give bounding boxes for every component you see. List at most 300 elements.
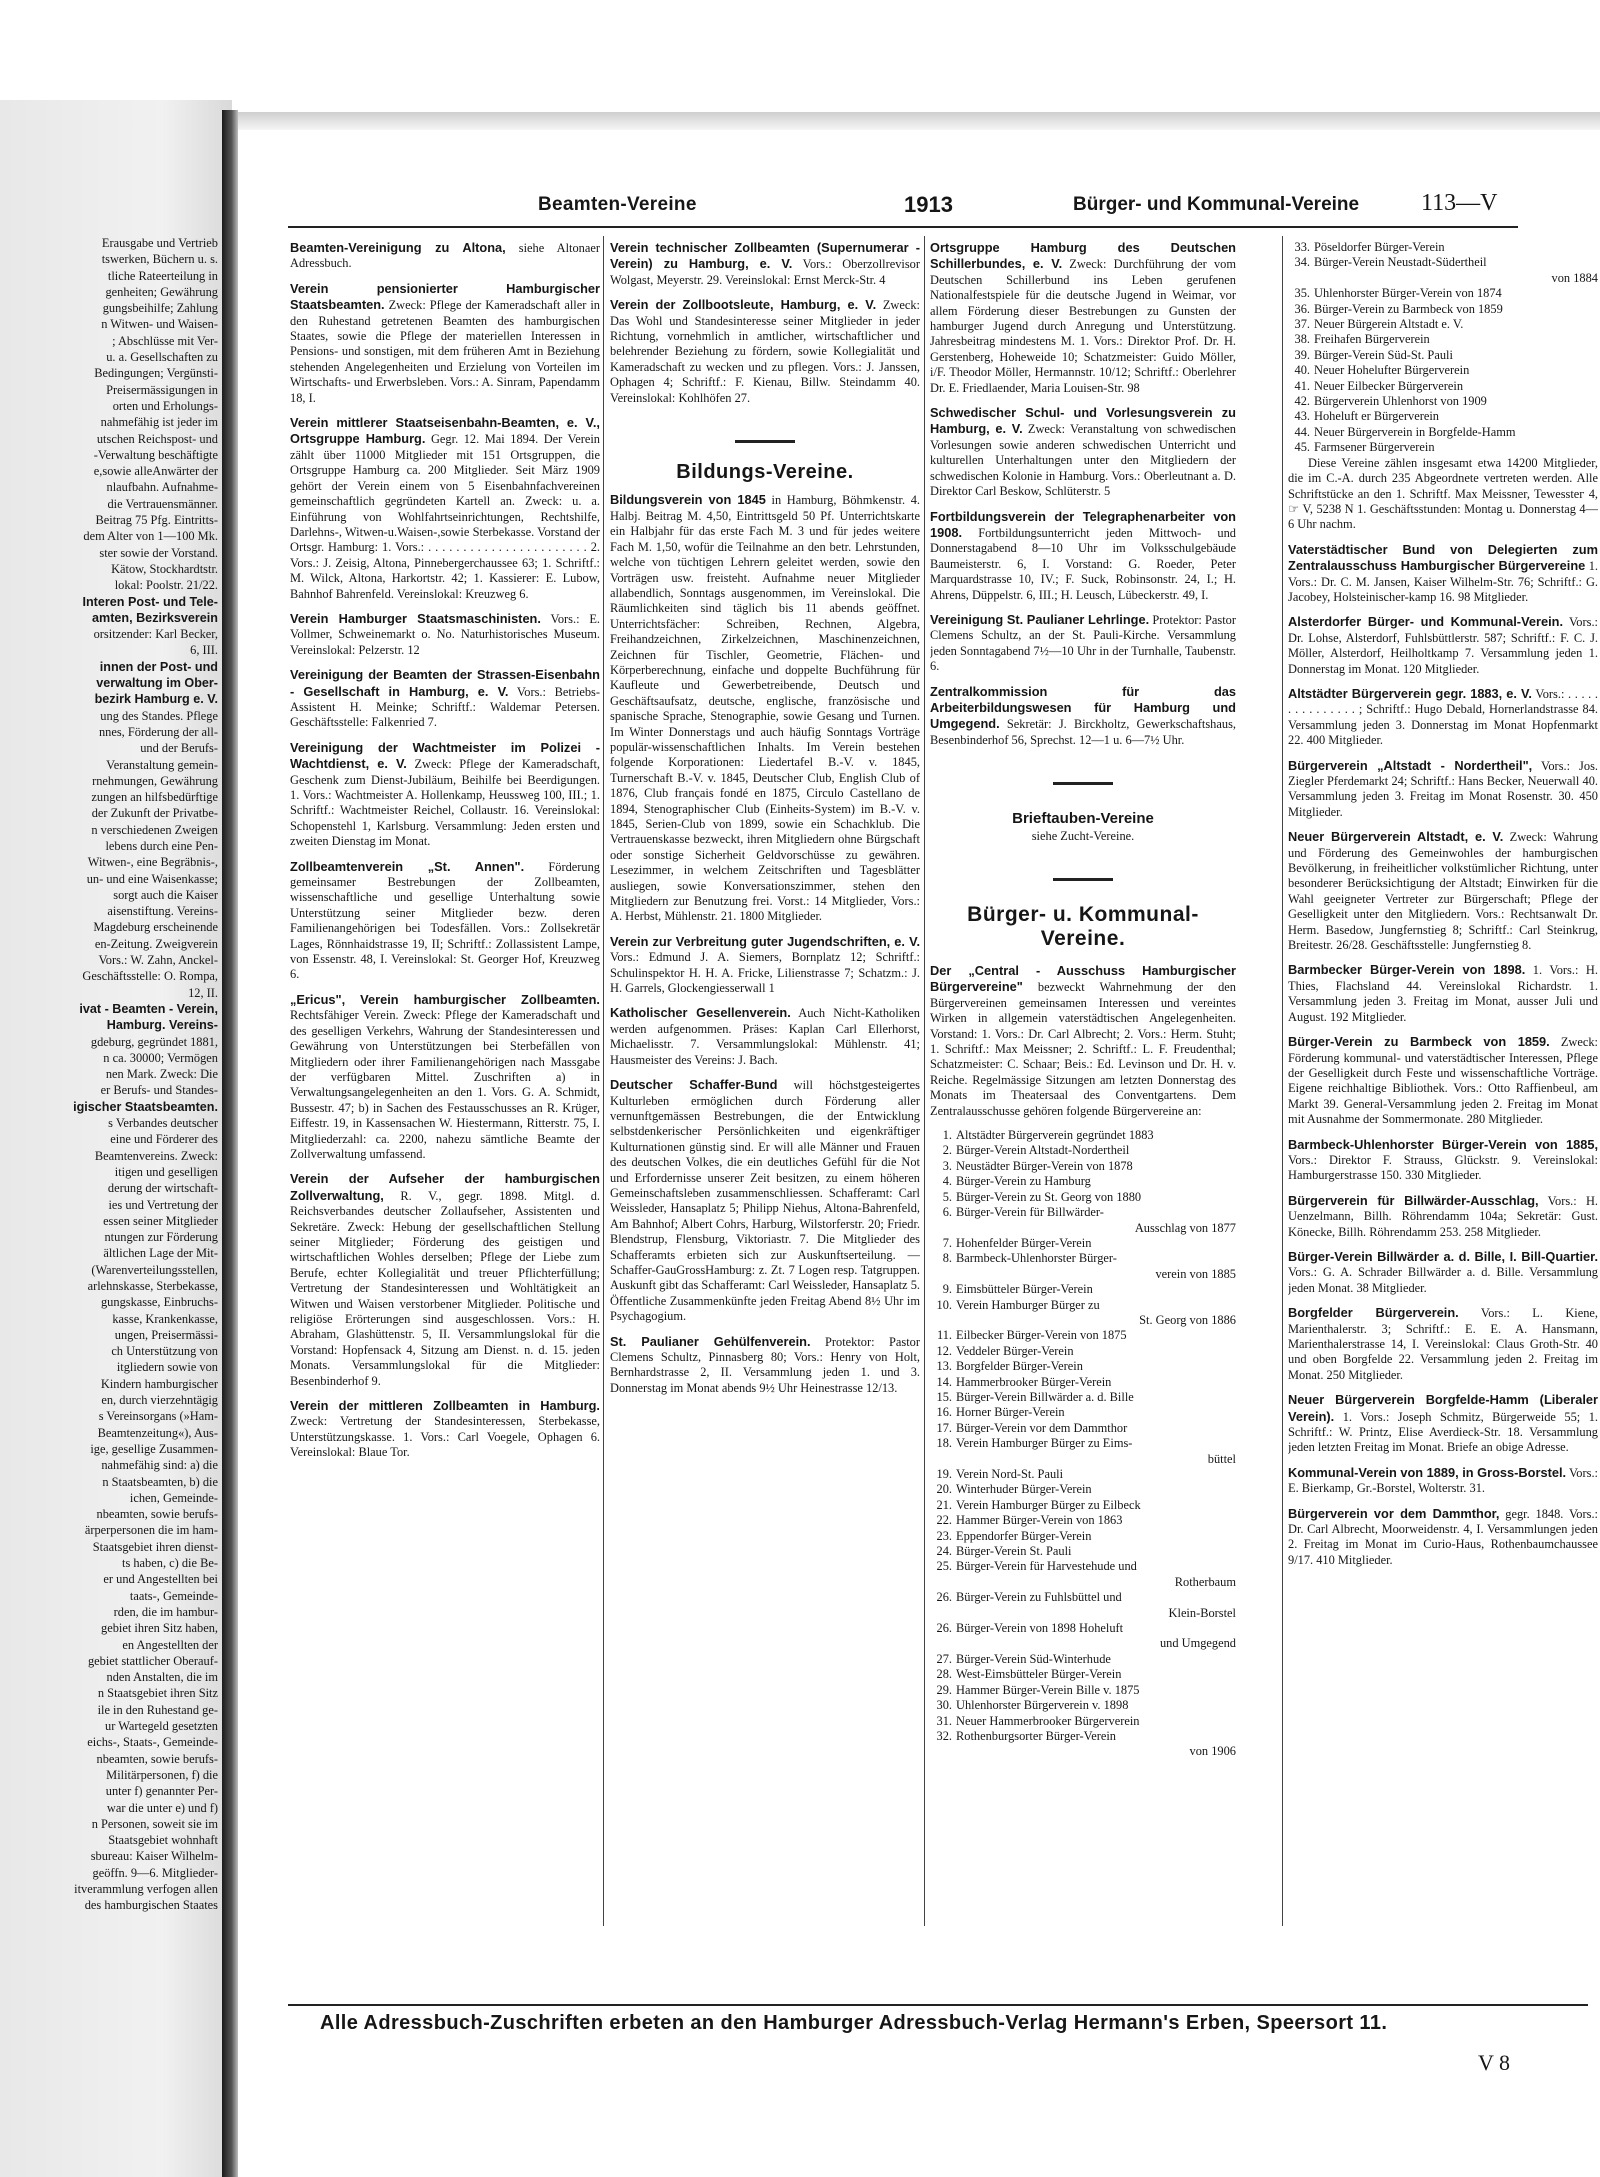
list-item-label: Bürger-Verein Billwärder a. d. Bille [956, 1389, 1134, 1404]
list-item [930, 1390, 1236, 1405]
facing-page-line: die Vertrauensmänner. [107, 496, 218, 511]
facing-page-line: ur Wartegeld gesetzten [105, 1719, 218, 1734]
brieftauben-note: siehe Zucht-Vereine. [1031, 828, 1135, 843]
list-item-number: 34. [1294, 255, 1310, 270]
entry-name: Neuer Bürgerverein Borgfelde-Hamm (Liberaler Verein). [1288, 1392, 1598, 1424]
facing-page-line: itgliedern sowie von [116, 1360, 218, 1375]
list-item-number: 35. [1294, 286, 1310, 301]
facing-page-line: Preisermässigungen in [106, 382, 218, 397]
facing-page-line: nbeamten, sowie berufs- [96, 1751, 218, 1766]
list-item [1288, 286, 1598, 301]
facing-page-line: 6, III. [190, 643, 218, 658]
facing-page-line: gdeburg, gegründet 1881, [90, 1034, 218, 1049]
folio: V 8 [1478, 2050, 1510, 2075]
list-item [1288, 240, 1598, 255]
facing-page-line: n Staatsgebiet ihren Sitz [97, 1686, 218, 1701]
list-item-number: 31. [936, 1713, 952, 1728]
entry-text: gegr. 1848. Vors.: Dr. Carl Albrecht, Moorweidenstr. 4, I. Versammlungen jeden 2. Freitag im Monat im Curio-Haus, Rothenbaumchaussee 9/17. 410 Mitglieder. [1288, 1506, 1598, 1567]
list-item-number: 9. [942, 1282, 952, 1297]
facing-page-line: Kindern hamburgischer [100, 1376, 218, 1391]
list-item-label: Eilbecker Bürger-Verein von 1875 [956, 1328, 1127, 1343]
list-item-label: Farmsener Bürgerverein [1314, 440, 1435, 455]
facing-page-line: ungen, Preisermässi- [114, 1327, 218, 1342]
entry-text: Vors.: Oberzollrevisor Wolgast, Meyerstr. 29. Vereinslokal: Ernst Merck-Str. 4 [610, 257, 920, 287]
column-1 [290, 240, 600, 1900]
list-item [930, 1313, 1236, 1328]
column-3 [930, 240, 1236, 1900]
list-item-label: Hammer Bürger-Verein Bille v. 1875 [956, 1682, 1140, 1697]
list-item-label: Neuer Bürgerein Altstadt e. V. [1314, 317, 1464, 332]
facing-page-line: derung der wirtschaft- [107, 1181, 218, 1196]
association-entry [290, 611, 600, 658]
list-item-label: büttel [1207, 1451, 1236, 1466]
facing-page-line: lebens durch eine Pen- [105, 838, 218, 853]
entry-name: Verein technischer Zollbeamten (Supernumerar - Verein) zu Hamburg, e. V. [610, 240, 920, 272]
list-item-number: 30. [936, 1698, 952, 1713]
facing-page-line: Beitrag 75 Pfg. Eintritts- [95, 513, 218, 528]
facing-page-line: ige, gesellige Zusammen- [90, 1441, 218, 1456]
list-item-label: Eimsbütteler Bürger-Verein [956, 1282, 1093, 1297]
list-item-number: 17. [936, 1420, 952, 1435]
list-item [1288, 271, 1598, 286]
entry-text: Fortbildungsunterricht jeden Mittwoch- und Donnerstagabend 8—10 Uhr im Volksschulgebäude Baumeisterstr. 6, I. Vorstand: G. Roeder, Peter Marquardstrasse 10, IV.; F. Suck, Robinsonstr. 24, I.; H. Ahrens, Düppelstr. 6, III.; H. Leusch, Lübeckerstr. 49, I. [930, 525, 1236, 602]
association-entry [1288, 1249, 1598, 1296]
facing-page-line: nahmefähig ist jeder im [100, 415, 218, 430]
list-item-label: West-Eimsbütteler Bürger-Verein [956, 1667, 1122, 1682]
entry-text: Vors.: Edmund J. A. Siemers, Bornplatz 12; Schriftf.: Schulinspektor H. H. A. Fricke, Lilienstrasse 7; Schatzm.: J. H. Garrels, Glockengiesserwall 1 [610, 950, 920, 996]
facing-page-line: nden Anstalten, die im [106, 1670, 218, 1685]
facing-page-text [0, 235, 218, 2135]
entry-text: bezweckt Wahrnehmung der den Bürgervereinen gemeinsamen Interessen und vereintes Wirken in allgemein vaterstädtischen Angelegenheiten. Vorstand: 1. Vors.: Dr. Carl Albrecht; 2. Vors.: Herm. Stuht; 1. Schriftf.: Max Meissner; 2. Schriftf.: L. F. Freudenthal; Schatzmeister: C. Schaar; Beis.: Ed. Levinson und Dr. H. v. Reiche. Regelmässige Sitzungen am letzten Donnerstag des Monats im Theatersaal des Conventgartens. Dem Zentralausschusse gehören folgende Bürgervereine an: [930, 980, 1236, 1118]
list-item-number: 5. [942, 1189, 952, 1204]
list-item-label: Borgfelder Bürger-Verein [956, 1359, 1083, 1374]
entry-name: „Ericus", Verein hamburgischer Zollbeamten. [290, 991, 600, 1007]
facing-page-line: un- und eine Waisenkasse; [86, 871, 218, 886]
entry-name: Bildungsverein von 1845 [610, 492, 766, 508]
list-item-number: 43. [1294, 409, 1310, 424]
entry-name: Beamten-Vereinigung zu Altona, [290, 240, 506, 255]
list-item [930, 1729, 1236, 1744]
facing-page-line: gungsbeihilfe; Zahlung [102, 301, 218, 316]
facing-page-line: -Verwaltung beschäftigte [93, 447, 218, 462]
entry-name: Bürgerverein für Billwärder-Ausschlag, [1288, 1192, 1539, 1208]
facing-page-line: er Berufs- und Standes- [100, 1083, 218, 1098]
association-entry [610, 240, 920, 288]
section-title-bildungs-vereine: Bildungs-Vereine. [676, 461, 854, 484]
section-title-line-1: Bürger- u. Kommunal- [967, 903, 1199, 926]
list-item [930, 1498, 1236, 1513]
list-item [930, 1174, 1236, 1189]
footer-rule [288, 2004, 1588, 2006]
entry-name: Der „Central - Ausschuss Hamburgischer Bürgervereine" [930, 963, 1236, 995]
list-item-label: Horner Bürger-Verein [956, 1405, 1065, 1420]
list-item-label: Pöseldorfer Bürger-Verein [1314, 240, 1445, 254]
entry-name: Verein der Aufseher der hamburgischen Zollverwaltung, [290, 1171, 600, 1203]
entry-name: Ortsgruppe Hamburg des Deutschen Schillerbundes, e. V. [930, 240, 1236, 272]
header-right: Bürger- und Kommunal-Vereine [1073, 194, 1360, 215]
facing-page-line: nlaufbahn. Aufnahme- [106, 480, 218, 495]
header-rule [288, 226, 1518, 228]
list-item-label: Bürgerverein Uhlenhorst von 1909 [1314, 394, 1487, 409]
list-item-label: Neuer Eilbecker Bürgerverein [1314, 378, 1464, 393]
facing-page-line: ; Abschlüsse mit Ver- [112, 333, 218, 348]
list-item [1288, 409, 1598, 424]
association-entry [290, 859, 600, 983]
entry-name: Verein der mittleren Zollbeamten in Hamburg. [290, 1398, 600, 1414]
entry-text: 1. Vors.: Joseph Schmitz, Bürgerweide 55; 1. Schriftf.: W. Printz, Elise Averdieck-Str. 18. Versammlung jeden letzten Freitag im Monat. Briefe an obige Adresse. [1288, 1409, 1598, 1455]
section-separator [1053, 782, 1113, 785]
entry-text: Zweck: Wahrung und Förderung des Gemeinwohles der hamburgischen Bevölkerung, in freiheitlicher volkstümlicher Richtung, unter besonderer Berücksichtigung der Altstadt; Einwirken für die Wahl geeigneter Vertreter zur Bürgerschaft; Pflege der Geselligkeit unter den Mitgliedern. Vors.: Rechtsanwalt Dr. Herm. Basedow, Jungfernstieg 8; Schriftf.: Carl Steinkrug, Breitestr. 26/28. Geschäftsstelle: Jungfernstieg 8. [1288, 830, 1598, 953]
association-entry [1288, 1392, 1598, 1456]
list-item-label: Uhlenhorster Bürgerverein v. 1898 [956, 1698, 1129, 1713]
entry-text: Zweck: Veranstaltung von schwedischen Vorlesungen sowie anderen schwedischen Unterricht und kulturellen Unterhaltungen unter den Mitgliedern der schwedischen Kolonie in Hamburg. Vors.: Oberleutnant a. D. Direktor Carl Beskow, Schlüterstr. 5 [930, 422, 1236, 499]
list-item [930, 1559, 1236, 1574]
list-item [930, 1405, 1236, 1420]
list-item-number: 26. [936, 1621, 952, 1636]
list-item [930, 1421, 1236, 1436]
list-item-number: 24. [936, 1544, 952, 1559]
list-item [1288, 425, 1598, 440]
list-item-number: 6. [942, 1205, 952, 1220]
entry-text: Gegr. 12. Mai 1894. Der Verein zählt über 11000 Mitglieder mit 151 Ortsgruppen, die Ortsgruppe Hamburg ca. 200 Mitglieder. Seit März 1909 gehört der Verein einem von 5 Eisenbahnfachvereinen gemeinschaftlich gegründeten Kartell an. Zweck: u. a. Einführung von Wohlfahrtseinrichtungen, Rechtshilfe, Darlehns-, Witwen-u.Waisen-,sowie Sterbekasse. Vorstand der Ortsgr. Hamburg: 1. Vors.: . . . . . . . . . . . . . . . . . . . . . . . 2. Vors.: J. Zeisig, Altona, Pinnebergerchaussee 63; 1. Schriftf.: M. Wilck, Altona, Harkortstr. 42; 1. Kassierer: E. Lubow, Bahnhof Bahrenfeld. Vereinslokal: Kreuzweg 6. [290, 432, 600, 601]
list-item [1288, 255, 1598, 270]
facing-page-line: itigen und geselligen [114, 1164, 218, 1179]
list-item [930, 1328, 1236, 1343]
list-item-label: Bürger-Verein Süd-Winterhude [956, 1651, 1111, 1666]
facing-page-line: war die unter e) und f) [106, 1800, 218, 1815]
list-item-label: Bürger-Verein für Harvestehude und [956, 1559, 1137, 1574]
facing-page-line: aisenstiftung. Vereins- [107, 904, 218, 919]
column-4 [1288, 240, 1598, 1900]
facing-page-line: nen Mark. Zweck: Die [105, 1067, 218, 1082]
facing-page-line: ies und Vertretung der [108, 1197, 218, 1212]
facing-page-line: nahmefähig sind: a) die [101, 1458, 218, 1473]
association-entry [1288, 686, 1598, 749]
section-separator [735, 440, 795, 443]
facing-page-line: nnes, Förderung der all- [98, 724, 218, 739]
list-item [1288, 379, 1598, 394]
facing-page-line: gebiet stattlicher Oberauf- [87, 1653, 218, 1668]
association-entry [290, 415, 600, 602]
list-item-number: 37. [1294, 317, 1310, 332]
facing-page-line: genheiten; Gewährung [105, 284, 218, 299]
list-item [1288, 394, 1598, 409]
entry-name: Bürgerverein vor dem Dammthor, [1288, 1505, 1500, 1521]
list-item [930, 1590, 1236, 1605]
list-item-label: Neuer Hammerbrooker Bürgerverein [956, 1713, 1140, 1728]
facing-page-line: Kätow, Stockhardtstr. [111, 561, 218, 576]
entry-name: Schwedischer Schul- und Vorlesungsverein zu Hamburg, e. V. [930, 405, 1236, 437]
association-entry [1288, 829, 1598, 953]
facing-page-line: Bedingungen; Vergünsti- [94, 366, 218, 381]
list-item [930, 1359, 1236, 1374]
facing-page-line: ärperpersonen die im ham- [84, 1523, 218, 1538]
list-item-number: 21. [936, 1497, 952, 1512]
list-item-label: von 1906 [1189, 1744, 1236, 1759]
facing-page-line: gungskasse, Einbruchs- [100, 1295, 218, 1310]
list-item-label: Veddeler Bürger-Verein [956, 1343, 1074, 1358]
list-item-number: 29. [936, 1682, 952, 1697]
section-separator [1053, 878, 1113, 881]
facing-page-line: eine und Förderer des [110, 1132, 218, 1147]
header-year: 1913 [904, 192, 953, 217]
facing-page-line: Staatsgebiet ihren dienst- [92, 1539, 218, 1554]
entry-name: Verein zur Verbreitung guter Jugendschriften, e. V. [610, 933, 920, 949]
list-item-label: Neuer Hohelufter Bürgerverein [1314, 363, 1470, 378]
list-item-number: 16. [936, 1405, 952, 1420]
list-item-number: 32. [936, 1728, 952, 1743]
list-item-label: Hoheluft er Bürgerverein [1314, 409, 1440, 424]
facing-page-line: tliche Rateerteilung in [107, 268, 218, 283]
facing-page-line: Staatsgebiet wohnhaft [108, 1833, 218, 1848]
section-title-brieftauben: Brieftauben-Vereine [1012, 810, 1154, 828]
list-item-label: Klein-Borstel [1168, 1605, 1236, 1620]
association-entry [1288, 614, 1598, 677]
facing-page-line: essen seiner Mitglieder [103, 1213, 218, 1228]
facing-page-line: ung des Standes. Pflege [100, 708, 218, 723]
facing-page-line: dem Alter von 1—100 Mk. [83, 529, 218, 544]
list-item-number: 15. [936, 1389, 952, 1404]
facing-page-line: s Vereinsorgans (»Ham- [98, 1409, 218, 1424]
list-item-label: Hohenfelder Bürger-Verein [956, 1235, 1092, 1250]
facing-page-line: e,sowie alleAnwärter der [93, 464, 218, 479]
entry-name: Vereinigung St. Paulianer Lehrlinge. [930, 611, 1150, 627]
list-item [930, 1375, 1236, 1390]
association-entry [930, 240, 1236, 396]
list-item [930, 1190, 1236, 1205]
list-item-number: 38. [1294, 332, 1310, 347]
entry-name: St. Paulianer Gehülfenverein. [610, 1333, 811, 1349]
list-item [930, 1652, 1236, 1667]
entry-text: Vors.: E. Bierkamp, Gr.-Borstel, Wolterstr. 31. [1288, 1465, 1598, 1496]
central-ausschuss-entry [930, 963, 1236, 1119]
entry-name: Kommunal-Verein von 1889, in Gross-Borstel. [1288, 1464, 1567, 1480]
list-item-number: 3. [942, 1158, 952, 1173]
entry-text: Vors.: Direktor F. Strauss, Glückstr. 9. Vereinslokal: Hamburgerstrasse 150. 330 Mitglieder. [1288, 1152, 1598, 1183]
list-item-number: 33. [1294, 240, 1310, 254]
list-item-label: Bürger-Verein zu Hamburg [956, 1174, 1091, 1189]
facing-page-line: Beamtenzeitung«), Aus- [97, 1425, 218, 1440]
entry-text: Protektor: Pastor Clemens Schultz, Pinnasberg 80; Vors.: Henry von Holt, Bernhardstrasse 2, II. Versammlung jeden 1. und 3. Donnerstag im Monat abends 9½ Uhr Heinestrasse 12/13. [610, 1334, 920, 1395]
entry-text: 1. Vors.: Dr. C. M. Jansen, Kaiser Wilhelm-Str. 76; Schriftf.: G. Jacobey, Holsteinischer-kamp 16. 98 Mitglieder. [1288, 559, 1598, 604]
list-item-number: 45. [1294, 440, 1310, 455]
entry-text: Zweck: Durchführung der vom Deutschen Schillerbund ins Leben gerufenen Nationalfestspiele für die deutsche Jugend in Weimar, vor allem Förderung dieser Bestrebungen zu Gunsten der hamburger Jugend durch Anregung und Unterstützung. Jahresbeitrag mindestens M. 1. Vors.: Direktor Prof. Dr. H. Gerstenberg, Hoheweide 10; Schatzmeister: Guido Möller, i/F. Theodor Möller, Hermannstr. 10/12; Schriftf.: Oberlehrer Dr. E. Friedlaender, Maria Louisen-Str. 98 [930, 257, 1236, 395]
list-item-number: 14. [936, 1374, 952, 1389]
facing-page-line: ster sowie der Vorstand. [99, 545, 218, 560]
entry-text: Sekretär: J. Birckholtz, Gewerkschaftshaus, Besenbinderhof 56, Sprechst. 12—1 u. 6—7½ Uhr. [930, 717, 1236, 747]
list-item-number: 12. [936, 1343, 952, 1358]
list-item [930, 1636, 1236, 1651]
list-note: Diese Vereine zählen insgesamt etwa 14200 Mitglieder, die im C.-A. durch 235 Abgeordnete vertreten werden. Alle Schriftstücke an den 1. Schriftf. Max Meissner, Tewesstег 4, ☞ V, 5238 N 1. Geschäftsstunden: Montag u. Donnerstag 4—6 Uhr nachm. [1288, 455, 1598, 532]
entry-text: siehe Altonaer Adressbuch. [290, 241, 600, 271]
association-entry [290, 240, 600, 272]
entry-name: Zollbeamtenverein „St. Annen". [290, 858, 525, 874]
association-entry [610, 1005, 920, 1068]
facing-page-line: Beamtenvereins. Zweck: [94, 1148, 218, 1163]
list-item-label: Hammer Bürger-Verein von 1863 [956, 1513, 1123, 1528]
list-item [1288, 440, 1598, 455]
list-item-label: Verein Hamburger Bürger zu Eims- [956, 1436, 1133, 1451]
list-item-number: 26. [936, 1590, 952, 1605]
list-item-label: und Umgegend [1159, 1636, 1236, 1651]
facing-page-line: ältlichen Lage der Mit- [103, 1246, 218, 1261]
facing-page-line: nbeamten, sowie berufs- [96, 1507, 218, 1522]
entry-text: 1. Vors.: H. Thies, Flachsland 44. Vereinslokal Richardstr. 1. Versammlung jeden 3. Freitag im Monat, ausser Juli und August. 192 Mitglieder. [1288, 963, 1598, 1024]
entry-text: Vors.: E. Vollmer, Schweinemarkt o. No. Naturhistorisches Museum. Vereinslokal: Pelzerstr. 12 [290, 611, 600, 657]
list-item-number: 36. [1294, 301, 1310, 316]
facing-page-line: bezirk Hamburg e. V. [94, 692, 218, 707]
member-association-list-cont [1288, 240, 1598, 456]
list-item [930, 1621, 1236, 1636]
facing-page-line: Geschäftsstelle: O. Rompa, [82, 969, 218, 984]
list-item [930, 1221, 1236, 1236]
entry-text: Vors.: Jos. Ziegler Pferdemarkt 24; Schriftf.: Hans Becker, Neuerwall 40. Versammlung jeden 3. Freitag im Monat Rosenstr. 30. 450 Mitglieder. [1288, 758, 1598, 819]
list-item-number: 7. [942, 1235, 952, 1250]
list-item-number: 2. [942, 1143, 952, 1158]
facing-page-line: geöffn. 9—6. Mitglieder- [92, 1865, 218, 1880]
list-item-label: Uhlenhorster Bürger-Verein von 1874 [1314, 286, 1502, 301]
list-item-label: Rothenburgsorter Bürger-Verein [956, 1728, 1116, 1743]
list-item-label: Eppendorfer Bürger-Verein [956, 1528, 1092, 1543]
list-item-number: 18. [936, 1436, 952, 1451]
list-item [930, 1467, 1236, 1482]
facing-page-line: ichen, Gemeinde- [129, 1490, 218, 1505]
column-divider [924, 236, 925, 1926]
list-item [930, 1344, 1236, 1359]
list-item-label: verein von 1885 [1155, 1266, 1236, 1281]
entry-name: Neuer Bürgerverein Altstadt, e. V. [1288, 829, 1504, 845]
list-item-number: 25. [936, 1559, 952, 1574]
association-entry [930, 612, 1236, 675]
association-entry [1288, 542, 1598, 606]
association-entry [290, 1171, 600, 1389]
list-item-number: 8. [942, 1251, 952, 1266]
association-entry [1288, 1193, 1598, 1240]
list-item [930, 1452, 1236, 1467]
list-item-number: 44. [1294, 424, 1310, 439]
facing-page-line: s Verbandes deutscher [108, 1116, 218, 1131]
list-item-label: Neuer Bürgerverein in Borgfelde-Hamm [1314, 424, 1516, 439]
entry-name: Bürger-Verein Billwärder a. d. Bille, I. Bill-Quartier. [1288, 1248, 1598, 1264]
entry-name: Verein der Zollbootsleute, Hamburg, e. V. [610, 297, 877, 313]
entry-text: will höchstgesteigertes Kulturleben ermöglichen durch Förderung aller vernunftgemässen Bestrebungen, die der Entwicklung selbstdenkerischer Persönlichkeiten und eigenkräftiger Kulturnationen günstig sind. Er will alle Männer und Frauen des deutschen Volkes, die ein deutliches Gefühl für die Not und Erfordernisse unserer Zeit besitzen, zu einem höheren Gemeinschaftsleben zusammenschliessen. Schafferamt: Carl Weissleder, Hansaplatz 5; Philipp Niehus, Altona-Bahrenfeld, Am Bahnhof; Albert Cohrs, Harburg, Wilstorferstr. 20; Friedr. Blendstrup, Flensburg, Viktoriastr. 7. Die Mitglieder des Schafferamts erbieten sich zur Auskunftserteilung. — Schaffer-GauGrossHamburg: z. Zt. 7 Logen resp. Tatgruppen. Auskunft gibt das Schafferamt: Carl Weissleder, Hansaplatz 5. Öffentliche Zusammenkünfte jeden Freitag Abend 8½ Uhr im Psychagogium. [610, 1078, 920, 1324]
list-item [930, 1714, 1236, 1729]
list-item [930, 1529, 1236, 1544]
list-item-label: Bürger-Verein zu St. Georg von 1880 [956, 1189, 1142, 1204]
list-item-label: Bürger-Verein Süd-St. Pauli [1314, 347, 1453, 362]
list-item-number: 11. [936, 1328, 952, 1343]
entry-name: Barmbecker Bürger-Verein von 1898. [1288, 962, 1526, 978]
facing-page-line: en-Zeitung. Zweigverein [94, 936, 218, 951]
header-left: Beamten-Vereine [538, 194, 697, 215]
facing-page-line: amten, Bezirksverein [92, 610, 218, 625]
association-entry [930, 684, 1236, 749]
entry-name: Katholischer Gesellenverein. [610, 1005, 791, 1021]
association-entry [1288, 1305, 1598, 1383]
list-item-label: St. Georg von 1886 [1139, 1312, 1236, 1327]
entry-name: Vaterstädtischer Bund von Delegierten zum Zentralausschuss Hamburgischer Bürgervereine [1288, 541, 1598, 574]
entry-text: Zweck: Vertretung der Standesinteressen, Sterbekasse, Unterstützungskasse. 1. Vors.: Carl Voegele, Ophagen 6. Vereinslokal: Blaue Tor. [290, 1414, 600, 1460]
list-item [1288, 348, 1598, 363]
facing-page-line: arlehnskasse, Sterbekasse, [87, 1279, 218, 1293]
facing-page-line: Erausgabe und Vertrieb [101, 236, 218, 250]
list-item [930, 1482, 1236, 1497]
entry-name: Fortbildungsverein der Telegraphenarbeiter von 1908. [930, 508, 1236, 540]
entry-text: Zweck: Förderung kommunal- und vaterstädtischer Interessen, Pflege der Geselligkeit durch Feste und wissenschaftliche Vorträge. Eigene reichhaltige Bibliothek. Vors.: Otto Raffienbeul, am Markt 39. General-Versammlung jeden 2. Freitag im Monat mit Ausnahme der Sommermonate. 280 Mitglieder. [1288, 1035, 1598, 1127]
entry-text: Zweck: Pflege der Kameradschaft, Geschenk zum Dienst-Jubiläum, Beihilfe bei Beerdigungen. 1. Vors.: Wachtmeister A. Hollenkamp, Heussweg 100, III.; 1. Schriftf.: Wachtmeister Reichel, Collaustr. 16. Vereinslokal: Schopenstehl 1, Karlsburg. Versammlung: Jeden ersten und zweiten Dienstag im Monat. [290, 757, 600, 849]
association-entry [290, 1398, 600, 1461]
entry-name: Zentralkommission für das Arbeiterbildungswesen für Hamburg und Umgegend. [930, 683, 1236, 732]
association-entry [610, 297, 920, 406]
column-divider [603, 236, 604, 1926]
list-item-label: Verein Hamburger Bürger zu Eilbeck [956, 1497, 1141, 1512]
entry-name: Borgfelder Bürgerverein. [1288, 1305, 1459, 1321]
facing-page-line: unter f) genannter Per- [105, 1784, 218, 1799]
facing-page-line: orten und Erholungs- [112, 398, 218, 413]
association-entry [610, 1334, 920, 1397]
list-item [930, 1667, 1236, 1682]
entry-text: Rechtsfähiger Verein. Zweck: Pflege der Kameradschaft und des geselligen Verkehrs, Wahrung der Standesinteressen und Gewährung von Unterstützungen bei Sterbefällen von Mitgliedern oder ihrer Familienangehörigen nach Massgabe der verfügbaren Mittel. Zuschriften a) in Verwaltungsangelegenheiten an den 1. Vors. G. A. Schmidt, Bussestr. 47; b) in Sachen des Festausschusses an R. Krüger, Eiffestr. 19, in Kassensachen W. Hiestermann, Ritterstr. 75, I. Mitgliederzahl: ca. 2200, nahezu sämtliche Beamte der Zollverwaltung umfassend. [290, 1008, 600, 1161]
list-item-label: Verein Hamburger Bürger zu [956, 1297, 1100, 1312]
facing-page-line: Militärpersonen, f) die [106, 1767, 218, 1782]
facing-page-line: Magdeburg erscheinende [93, 920, 218, 935]
entry-text: Förderung gemeinsamer Bestrebungen der Zollbeamten, wissenschaftliche und gesellige Unterhaltung sowie Unterstützung seiner Mitglieder bezw. deren Familienangehörigen bei Todesfällen. Vors.: Zollsekretär Lages, Rönnhaidstrasse 19, II; Schriftf.: Zollassistent Lampe, von Essenstr. 48, I. Vereinslokal: St. Georger Hof, Kreuzweg 6. [290, 859, 600, 982]
association-entry [930, 509, 1236, 603]
list-item-number: 39. [1294, 347, 1310, 362]
facing-page-line: taats-, Gemeinde- [129, 1588, 218, 1603]
facing-page-line: lokal: Poolstr. 21/22. [114, 578, 218, 593]
entry-name: Alsterdorfer Bürger- und Kommunal-Verein. [1288, 614, 1564, 630]
facing-page-line: utschen Reichspost- und [96, 431, 218, 446]
facing-page-line: ile in den Ruhestand ge- [97, 1702, 218, 1717]
list-item [930, 1282, 1236, 1297]
entry-text: R. V., gegr. 1898. Mitgl. d. Reichsverbandes deutscher Zollaufseher, Assistenten und Sekretäre. Zweck: Hebung der gesellschaftlichen Stellung seiner Mitglieder; Förderung des geistigen und wirtschaftlichen Wohles derselben; Pflege der Liebe zum Berufe, echter Kollegialität und treuer Pflichterfüllung; Vertretung der Standesinteressen und Wohltätigkeit an Witwen und Waisen verstorbener Mitglieder. Politische und religiöse Erörterungen sind ausgeschlossen. Vors.: H. Abraham, Glashüttenstr. 5, II. Versammlungslokal für die Vorstand: Hopfensack 4, Sitzung am Dienst. n. d. 15. jeden Monats. Versammlungslokal für die Mitglieder: Besenbinderhof 9. [290, 1188, 600, 1388]
facing-page-line: ch Unterstützung von [111, 1344, 218, 1359]
list-item-number: 4. [942, 1174, 952, 1189]
list-item-label: Bürger-Verein Neustadt-Südertheil [1314, 255, 1487, 270]
list-item-number: 27. [936, 1651, 952, 1666]
list-item-label: von 1884 [1551, 270, 1598, 285]
list-item-label: Bürger-Verein Altstadt-Nordertheil [956, 1143, 1130, 1158]
section-title-line-2: Vereine. [1040, 927, 1126, 950]
list-item-label: Winterhuder Bürger-Verein [956, 1482, 1092, 1497]
entry-name: Vereinigung der Wachtmeister im Polizei - Wachtdienst, e. V. [290, 739, 600, 772]
entry-text: Vors.: . . . . . . . . . . . . . . . ; Schriftf.: Hugo Debald, Hornerlandstrasse 84. Versammlung jeden 3. Donnerstag im Monat Hopfenmarkt 22. 400 Mitglieder. [1288, 686, 1598, 748]
entry-name: Verein Hamburger Staatsmaschinisten. [290, 610, 541, 626]
column-divider [1282, 236, 1283, 1926]
facing-page-line: en, durch vierzehntägig [101, 1393, 218, 1408]
list-item [930, 1683, 1236, 1698]
list-item [1288, 363, 1598, 378]
list-item [930, 1544, 1236, 1559]
entry-name: Barmbeck-Uhlenhorster Bürger-Verein von 1885, [1288, 1136, 1598, 1152]
facing-page-line: 12, II. [188, 985, 218, 1000]
book-gutter [222, 110, 238, 2177]
list-item [1288, 317, 1598, 332]
list-item [930, 1513, 1236, 1528]
list-item [930, 1698, 1236, 1713]
entry-name: Bürger-Verein zu Barmbeck von 1859. [1288, 1034, 1550, 1050]
list-item-number: 42. [1294, 394, 1310, 409]
facing-page-line: des hamburgischen Staates [84, 1898, 218, 1913]
list-item-label: Hammerbrooker Bürger-Verein [956, 1374, 1112, 1389]
association-entry [930, 405, 1236, 499]
list-item-number: 41. [1294, 378, 1310, 393]
entry-name: Deutscher Schaffer-Bund [610, 1077, 778, 1093]
facing-page-line: Hamburg. Vereins- [106, 1018, 218, 1033]
list-item-label: Freihafen Bürgerverein [1314, 332, 1430, 347]
facing-page-line: orsitzender: Karl Becker, [93, 627, 218, 642]
